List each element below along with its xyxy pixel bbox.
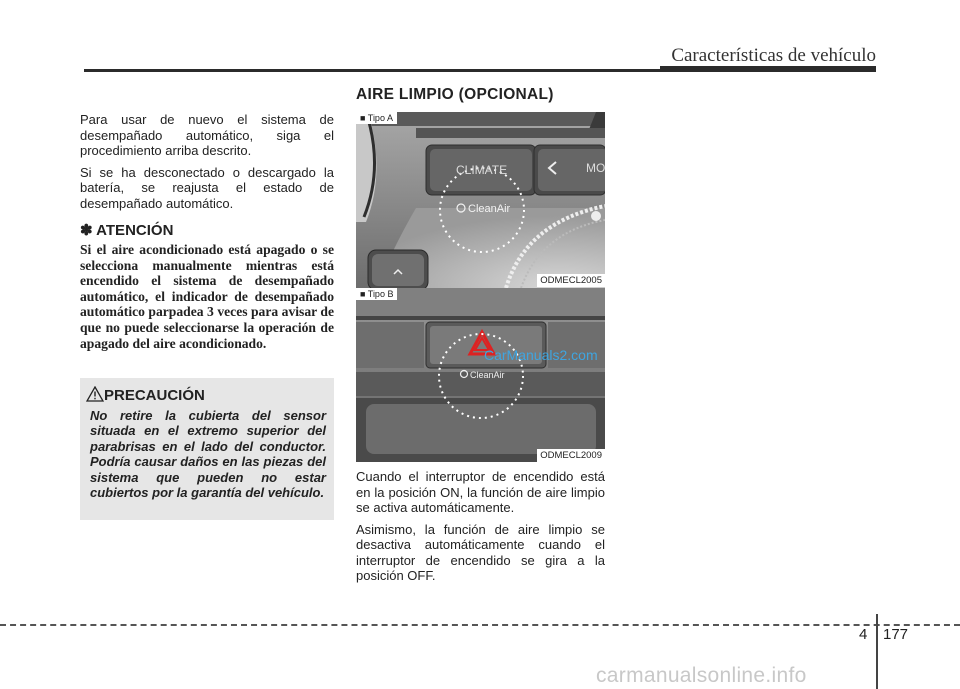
watermark-carmanualsonline[interactable]: carmanualsonline.info [596, 664, 807, 687]
left-column [80, 112, 334, 217]
figure-type-a [356, 112, 605, 288]
left-paragraph-2: Si se ha desconectado o descargado la batería, se reajusta el estado de desempañado automático. [80, 164, 334, 211]
footer-vertical-rule [876, 614, 878, 689]
clean-air-text-b: CleanAir [470, 370, 505, 380]
header-title: Características de vehículo [671, 45, 876, 66]
caution-title: PRECAUCIÓN [104, 387, 205, 404]
watermark-carmanuals2[interactable]: CarManuals2.com [484, 347, 598, 363]
right-paragraph-1: Cuando el interruptor de encendido está en la posición ON, la función de aire limpio se activa automáticamente. [356, 469, 605, 515]
climate-panel-photo-b [356, 288, 605, 462]
right-column [356, 469, 605, 590]
climate-panel-photo-a [356, 112, 605, 288]
mode-button-text: MO [586, 161, 605, 175]
clean-air-text-a: CleanAir [468, 203, 511, 215]
left-paragraph-1: Para usar de nuevo el sistema de desempañado automático, siga el procedimiento arriba descrito. [80, 112, 334, 158]
figure-b-label: ■ Tipo B [356, 288, 397, 300]
figure-b-code: ODMECL2009 [537, 449, 605, 462]
page-chapter: 4 [859, 626, 868, 643]
figure-a-code: ODMECL2005 [537, 274, 605, 287]
warning-triangle-icon [86, 386, 104, 402]
figure-type-b [356, 288, 605, 462]
footer-dashed-rule [0, 624, 960, 626]
caution-body: No retire la cubierta del sensor situada en el extremo superior del parabrisas en el lado del conductor. Podría causar daños en las piezas del sistema que pueden no estar cubiertos por la garantía del vehículo. [90, 408, 326, 501]
climate-button-text: CLIMATE [456, 163, 508, 177]
attention-title: ✽ ATENCIÓN [80, 222, 174, 239]
section-title: AIRE LIMPIO (OPCIONAL) [356, 86, 554, 103]
right-paragraph-2: Asimismo, la función de aire limpio se desactiva automáticamente cuando el interruptor de encendido se gira a la posición OFF. [356, 521, 605, 583]
header-tab-bar [660, 66, 876, 72]
attention-body: Si el aire acondicionado está apagado o se selecciona manualmente mientras está encendido el sistema de desempañado automático, el indicador de desempañado automático parpadea 3 veces para avisar de que no puede seleccionarse la operación de apagado del aire acondicionado. [80, 242, 334, 351]
page-number: 177 [883, 626, 909, 643]
figure-a-label: ■ Tipo A [356, 112, 397, 124]
